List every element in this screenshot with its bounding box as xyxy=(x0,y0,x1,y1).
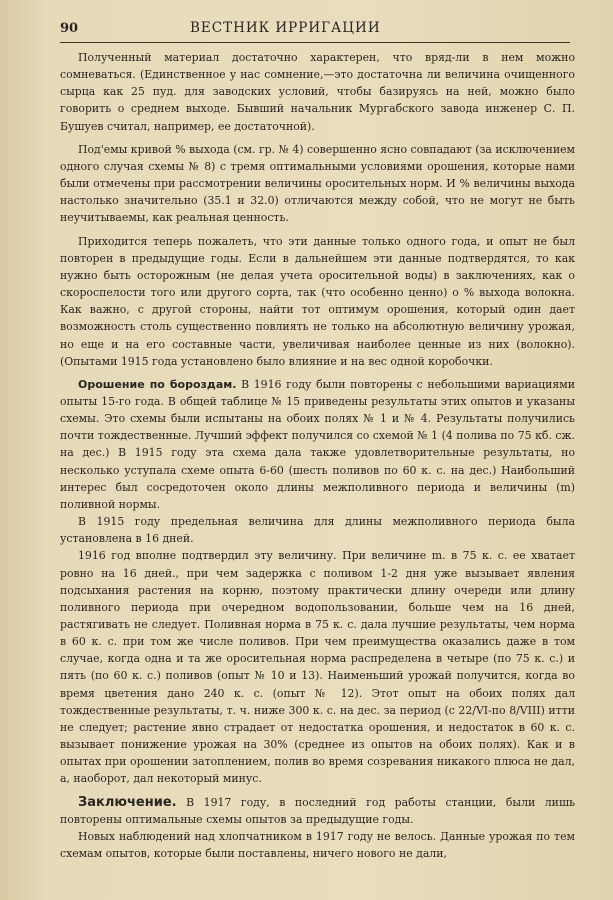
paragraph-interval-1915: В 1915 году предельная величина для длины межполивного периода была установлена в 16 дней. xyxy=(60,515,575,546)
paragraph-furrow-irrigation: Орошение по бороздам. В 1916 году были повторены с небольшими вариациями опыты 15-го года. В общей таблице № 15 приведены результаты этих опытов и указаны схемы. Это схемы были испытаны на обоих полях № 1 и № 4. Результаты получились почти тождественные. Лучший эффект получился со схемой № 1 (4 полива по 75 кб. сж. на дес.) В 1915 году эта схема дала также удовлетворительные результаты, но несколько уступала схеме опыта 6-60 (шесть поливов по 60 к. с. на дес.) Наибольший интерес был сосредоточен около длины межполивного периода и величины (m) поливной нормы. xyxy=(60,377,576,511)
body-text xyxy=(60,49,575,862)
paragraph-fiber-yield-data: Полученный материал достаточно характерен, что вряд-ли в нем можно сомневаться. (Единственное у нас сомнение,—это достаточна ли величина очищенного сырца как 25 пуд. для заводских условий, чтобы базируясь на ней, можно было говорить о среднем выходе. Бывший начальник Мургабского завода инженер С. П. Бушуев считал, например, ее достаточной). xyxy=(60,51,575,133)
section-heading-conclusion: Заключение. xyxy=(78,794,177,810)
journal-title: ВЕСТНИК ИРРИГАЦИИ xyxy=(190,20,381,36)
page-number: 90 xyxy=(60,21,79,36)
paragraph-conclusion: Заключение. В 1917 году, в последний год работы станции, были лишь повторены оптимальные схемы опытов за предыдущие годы. xyxy=(60,794,575,826)
paragraph-results-1916: 1916 год вполне подтвердил эту величину. При величине m. в 75 к. с. ее хватает ровно на 16 дней., при чем задержка с поливом 1-2 дня уже вызывает явления подсыхания растения на корню, поэтому практически длину очереди или длину поливного периода при очередном водопользовании, больше чем на 16 дней, растягивать не следует. Поливная норма в 75 к. с. дала лучшие результаты, чем норма в 60 к. с. при том же числе поливов. При чем преимущества оказались даже в том случае, когда одна и та же оросительная норма распределена в четыре (по 75 к. с.) и пять (по 60 к. с.) поливов (опыт № 10 и 13). Наименьший урожай получится, когда во время цветения дано 240 к. с. (опыт № 12). Этот опыт на обоих полях дал тождественные результаты, т. ч. ниже 300 к. с. на дес. за период (с 22/VI-по 8/VIII) итти не следует; растение явно страдает от недостатка орошения, и недостаток в 60 к. с. вызывает понижение урожая на 30% (среднее из опытов на обоих полях). Как и в опытах при орошении затоплением, полив во время созревания никакого плюса не дал, а, наоборот, дал некоторый минус. xyxy=(60,549,575,786)
paragraph-yield-curve: Под'емы кривой % выхода (см. гр. № 4) совершенно ясно совпадают (за исключением одного случая схемы № 8) с тремя оптимальными условиями орошения, которые нами были отмечены при рассмотрении величины оросительных норм. И % величины выхода настолько значительно (35.1 и 32.0) отличаются между собой, что не могут не быть неучитываемы, как реальная ценность. xyxy=(60,142,576,225)
running-head xyxy=(60,20,570,43)
section-heading-furrow: Орошение по бороздам. xyxy=(78,377,237,391)
paragraph-repeat-experiments: Приходится теперь пожалеть, что эти данные только одного года, и опыт не был повторен в предыдущие годы. Если в дальнейшем эти данные подтвердятся, то как нужно быть осторожным (не делая учета оросительной воды) в заключениях, как о скороспелости того или другого сорта, так (что особенно ценно) о % выхода волокна. Как важно, с другой стороны, найти тот оптимум орошения, который один дает возможность столь существенно повлиять не только на абсолютную величину урожая, но еще и на его составные части, увеличивая наиболее ценные из них (волокно). (Опытами 1915 года установлено было влияние и на вес одной коробочки. xyxy=(60,234,575,368)
paragraph-observations-1917: Новых наблюдений над хлопчатником в 1917 году не велось. Данные урожая по тем схемам опытов, которые были поставлены, ничего нового не дали, xyxy=(60,829,575,861)
